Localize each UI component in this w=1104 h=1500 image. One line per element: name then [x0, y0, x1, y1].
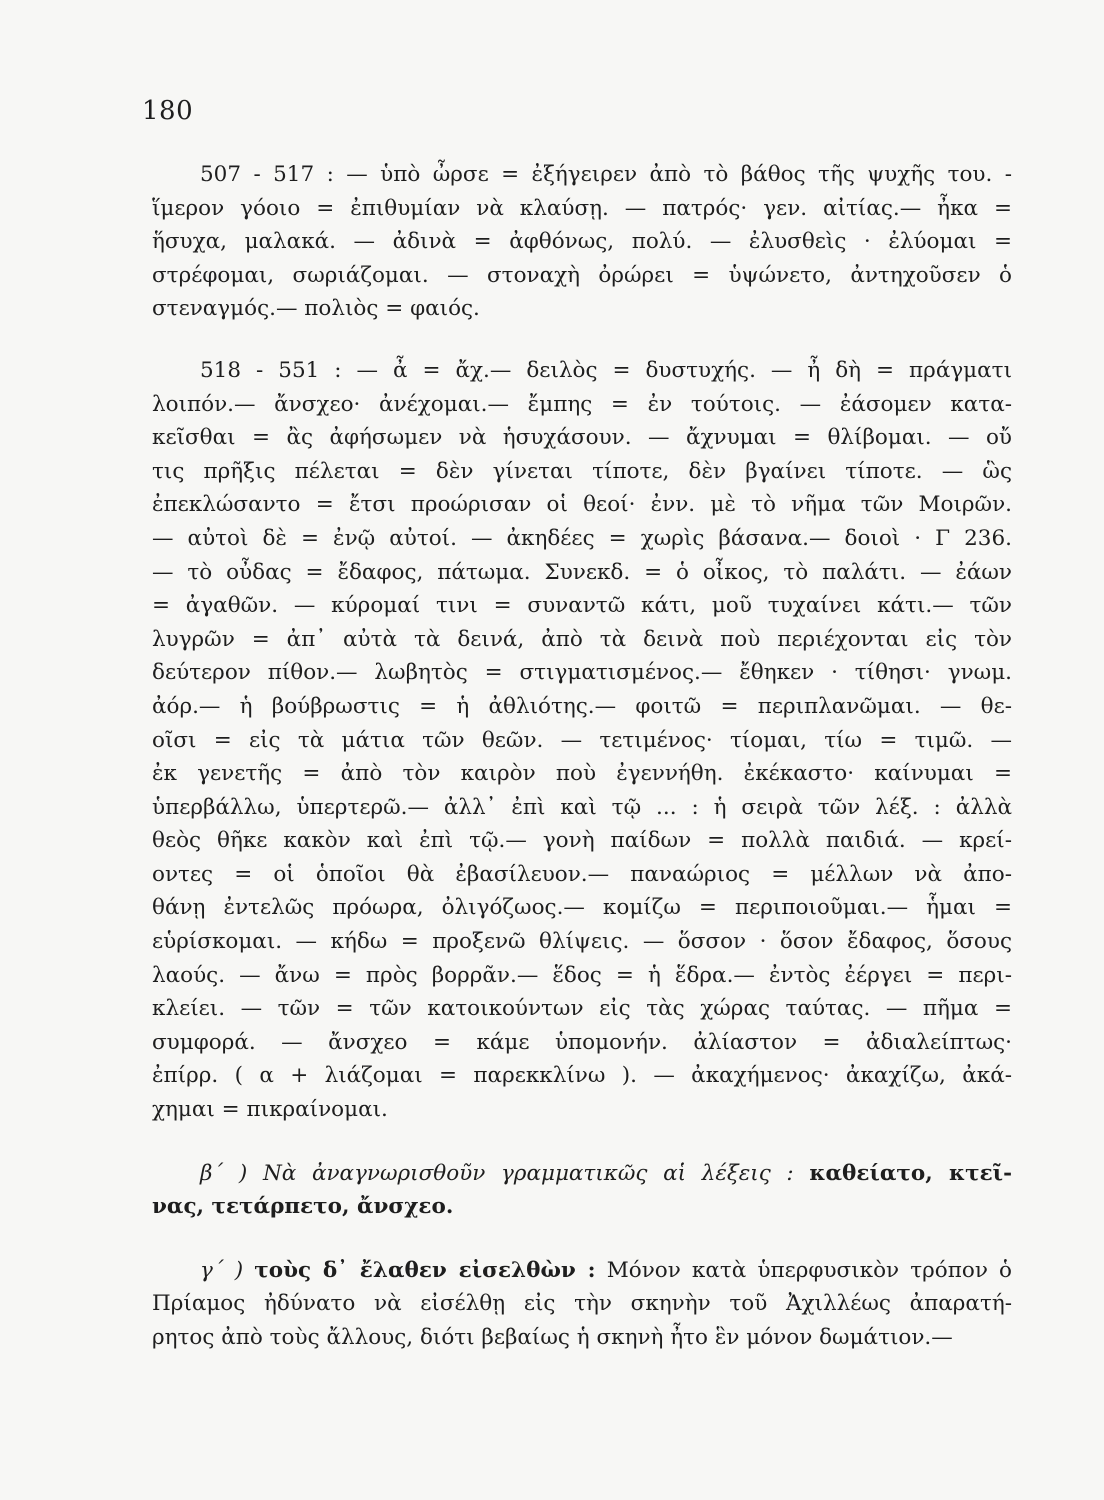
- text-line: οῖσι = εἰς τὰ μάτια τῶν θεῶν. — τετιμένος· τίομαι, τίω = τιμῶ. —: [152, 727, 1012, 753]
- text-line: ἀόρ.— ἡ βούβρωστις = ἡ ἀθλιότης.— φοιτῶ = περιπλανῶμαι. — θε-: [152, 693, 1012, 719]
- text-line: [152, 1157, 1012, 1191]
- text-line: εὑρίσκομαι. — κήδω = προξενῶ θλίψεις. — ὅσσον · ὅσον ἔδαφος, ὅσους: [152, 929, 1012, 955]
- text-line: χημαι = πικραίνομαι.: [152, 1097, 388, 1123]
- quoted-phrase: τοὺς δ᾽ ἔλαθεν εἰσελθὼν :: [254, 1257, 596, 1283]
- paragraph-gap: [152, 1127, 1012, 1157]
- text-line: θεὸς θῆκε κακὸν καὶ ἐπὶ τῷ.— γονὴ παίδων = πολλὰ παιδιά. — κρεί-: [152, 828, 1012, 854]
- text-line: λαούς. — ἄνω = πρὸς βορρᾶν.— ἕδος = ἡ ἕδρα.— ἐντὸς ἐέργει = περι-: [152, 962, 1012, 988]
- keyword-list-continued: νας, τετάρπετο, ἄνσχεο.: [152, 1194, 454, 1220]
- text-line: 518 - 551 : — ἆ = ἄχ.— δειλὸς = δυστυχής. — ἦ δὴ = πράγματι: [200, 357, 1012, 383]
- text-line: = ἀγαθῶν. — κύρομαί τινι = συναντῶ κάτι, μοῦ τυχαίνει κάτι.— τῶν: [152, 593, 1012, 619]
- keyword-list: καθείατο, κτεῖ-: [809, 1160, 1012, 1186]
- text-line: συμφορά. — ἄνσχεο = κάμε ὑπομονήν. ἀλίαστον = ἀδιαλείπτως·: [152, 1029, 1012, 1055]
- text-line: ἐπεκλώσαντο = ἔτσι προώρισαν οἱ θεοί· ἐνν. μὲ τὸ νῆμα τῶν Μοιρῶν.: [152, 492, 1012, 518]
- section-label: β΄ ): [200, 1160, 248, 1186]
- text-line: [152, 1254, 1012, 1288]
- text-line: 507 - 517 : — ὑπὸ ὦρσε = ἐξήγειρεν ἀπὸ τὸ βάθος τῆς ψυχῆς του. -: [200, 162, 1012, 187]
- text-line: στρέφομαι, σωριάζομαι. — στοναχὴ ὀρώρει = ὑψώνετο, ἀντηχοῦσεν ὁ: [152, 262, 1012, 288]
- text-line: ρητος ἀπὸ τοὺς ἄλλους, διότι βεβαίως ἡ σκηνὴ ἦτο ἓν μόνον δωμάτιον.—: [152, 1325, 953, 1350]
- section-beta: [152, 1157, 1012, 1224]
- commentary-text: [152, 158, 1012, 1355]
- text-line: Πρίαμος ἠδύνατο νὰ εἰσέλθῃ εἰς τὴν σκηνὴν τοῦ Ἀχιλλέως ἀπαρατή-: [152, 1291, 1012, 1317]
- text-line: κλείει. — τῶν = τῶν κατοικούντων εἰς τὰς χώρας ταύτας. — πῆμα =: [152, 996, 1012, 1022]
- text-line: θάνῃ ἐντελῶς πρόωρα, ὀλιγόζωος.— κομίζω = περιποιοῦμαι.— ἧμαι =: [152, 895, 1012, 921]
- answer-text: Μόνον κατὰ ὑπερφυσικὸν τρόπον ὁ: [606, 1257, 1012, 1283]
- text-line: ὑπερβάλλω, ὑπερτερῶ.— ἀλλ᾽ ἐπὶ καὶ τῷ ... : ἡ σειρὰ τῶν λέξ. : ἀλλὰ: [152, 794, 1012, 820]
- text-line: ἐπίρρ. ( α + λιάζομαι = παρεκκλίνω ). — ἀκαχήμενος· ἀκαχίζω, ἀκά-: [152, 1063, 1012, 1089]
- section-518-551: [152, 354, 1012, 1127]
- text-line: οντες = οἱ ὁποῖοι θὰ ἐβασίλευον.— παναώριος = μέλλων νὰ ἀπο-: [152, 861, 1012, 887]
- text-line: [152, 1190, 1012, 1224]
- text-line: ἐκ γενετῆς = ἀπὸ τὸν καιρὸν ποὺ ἐγεννήθη. ἐκέκαστο· καίνυμαι =: [152, 761, 1012, 787]
- text-line: ἥσυχα, μαλακά. — ἀδινὰ = ἀφθόνως, πολύ. — ἐλυσθεὶς · ἐλύομαι =: [152, 229, 1012, 255]
- text-line: κεῖσθαι = ἂς ἀφήσωμεν νὰ ἡσυχάσουν. — ἄχνυμαι = θλίβομαι. — οὔ: [152, 425, 1012, 451]
- paragraph-gap: [152, 326, 1012, 354]
- section-gamma: [152, 1254, 1012, 1355]
- page-number: 180: [142, 96, 194, 126]
- section-507-517: [152, 158, 1012, 326]
- question-text: Νὰ ἀναγνωρισθοῦν γραμματικῶς αἱ λέξεις :: [262, 1160, 794, 1186]
- text-line: λοιπόν.— ἄνσχεο· ἀνέχομαι.— ἔμπης = ἐν τούτοις. — ἐάσομεν κατα-: [152, 391, 1012, 417]
- text-line: — αὐτοὶ δὲ = ἐνῷ αὐτοί. — ἀκηδέες = χωρὶς βάσανα.— δοιοὶ · Γ 236.: [152, 525, 1012, 551]
- text-line: λυγρῶν = ἀπ᾽ αὐτὰ τὰ δεινά, ἀπὸ τὰ δεινὰ ποὺ περιέχονται εἰς τὸν: [152, 626, 1012, 652]
- text-line: ἵμερον γόοιο = ἐπιθυμίαν νὰ κλαύσῃ. — πατρός· γεν. αἰτίας.— ἦκα =: [152, 195, 1012, 221]
- paragraph-gap: [152, 1224, 1012, 1254]
- section-label: γ΄ ): [200, 1257, 244, 1283]
- text-line: τις πρῆξις πέλεται = δὲν γίνεται τίποτε, δὲν βγαίνει τίποτε. — ὣς: [152, 458, 1012, 484]
- text-line: στεναγμός.— πολιὸς = φαιός.: [152, 296, 480, 322]
- text-line: δεύτερον πίθον.— λωβητὸς = στιγματισμένος.— ἔθηκεν · τίθησι· γνωμ.: [152, 660, 1012, 686]
- text-line: — τὸ οὖδας = ἔδαφος, πάτωμα. Συνεκδ. = ὁ οἶκος, τὸ παλάτι. — ἐάων: [152, 559, 1012, 585]
